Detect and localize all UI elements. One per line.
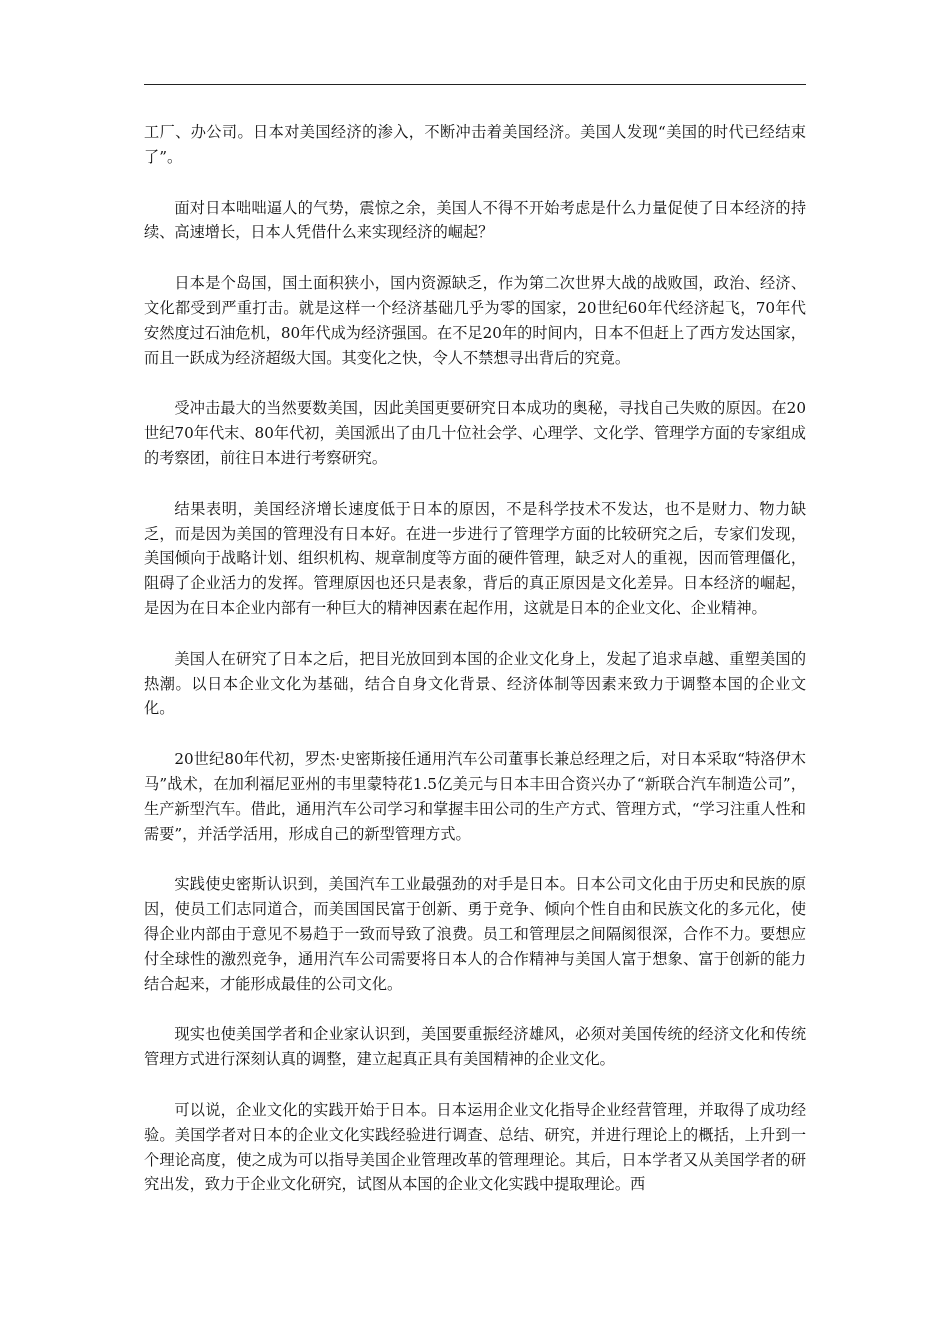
paragraph-9: 现实也使美国学者和企业家认识到，美国要重振经济雄风，必须对美国传统的经济文化和传统管理方式进行深刻认真的调整，建立起真正具有美国精神的企业文化。	[144, 1025, 806, 1069]
paragraph-10: 可以说，企业文化的实践开始于日本。日本运用企业文化指导企业经营管理，并取得了成功经验。美国学者对日本的企业文化实践经验进行调查、总结、研究，并进行理论上的概括，上升到一个理论高度，使之成为可以指导美国企业管理改革的管理理论。其后，日本学者又从美国学者的研究出发，致力于企业文化研究，试图从本国的企业文化实践中提取理论。西	[144, 1100, 806, 1194]
paragraph-6: 美国人在研究了日本之后，把目光放回到本国的企业文化身上，发起了追求卓越、重塑美国的热潮。以日本企业文化为基础，结合自身文化背景、经济体制等因素来致力于调整本国的企业文化。	[144, 649, 806, 718]
paragraph-8: 实践使史密斯认识到，美国汽车工业最强劲的对手是日本。日本公司文化由于历史和民族的原因，使员工们志同道合，而美国国民富于创新、勇于竞争、倾向个性自由和民族文化的多元化，使得企业内部由于意见不易趋于一致而导致了浪费。员工和管理层之间隔阂很深，合作不力。要想应付全球性的激烈竞争，通用汽车公司需要将日本人的合作精神与美国人富于想象、富于创新的能力结合起来，才能形成最佳的公司文化。	[144, 875, 806, 993]
paragraph-2: 面对日本咄咄逼人的气势，震惊之余，美国人不得不开始考虑是什么力量促使了日本经济的持续、高速增长，日本人凭借什么来实现经济的崛起？	[144, 198, 806, 242]
header-rule	[144, 84, 806, 85]
paragraph-4: 受冲击最大的当然要数美国，因此美国更要研究日本成功的奥秘，寻找自己失败的原因。在20世纪70年代末、80年代初，美国派出了由几十位社会学、心理学、文化学、管理学方面的专家组成的考察团，前往日本进行考察研究。	[144, 399, 806, 467]
paragraph-7: 20世纪80年代初，罗杰·史密斯接任通用汽车公司董事长兼总经理之后，对日本采取“特洛伊木马”战术，在加利福尼亚州的韦里蒙特花1.5亿美元与日本丰田合资兴办了“新联合汽车制造公司”，生产新型汽车。借此，通用汽车公司学习和掌握丰田公司的生产方式、管理方式，“学习注重人性和需要”，并活学活用，形成自己的新型管理方式。	[144, 750, 806, 843]
paragraph-3: 日本是个岛国，国土面积狭小，国内资源缺乏，作为第二次世界大战的战败国，政治、经济、文化都受到严重打击。就是这样一个经济基础几乎为零的国家，20世纪60年代经济起飞，70年代安然度过石油危机，80年代成为经济强国。在不足20年的时间内，日本不但赶上了西方发达国家，而且一跃成为经济超级大国。其变化之快，令人不禁想寻出背后的究竟。	[144, 274, 806, 367]
document-body	[144, 120, 806, 1223]
paragraph-1: 工厂、办公司。日本对美国经济的渗入，不断冲击着美国经济。美国人发现“美国的时代已经结束了”。	[144, 123, 806, 166]
paragraph-5: 结果表明，美国经济增长速度低于日本的原因，不是科学技术不发达，也不是财力、物力缺乏，而是因为美国的管理没有日本好。在进一步进行了管理学方面的比较研究之后，专家们发现，美国倾向于战略计划、组织机构、规章制度等方面的硬件管理，缺乏对人的重视，因而管理僵化，阻碍了企业活力的发挥。管理原因也还只是表象，背后的真正原因是文化差异。日本经济的崛起，是因为在日本企业内部有一种巨大的精神因素在起作用，这就是日本的企业文化、企业精神。	[144, 499, 806, 617]
